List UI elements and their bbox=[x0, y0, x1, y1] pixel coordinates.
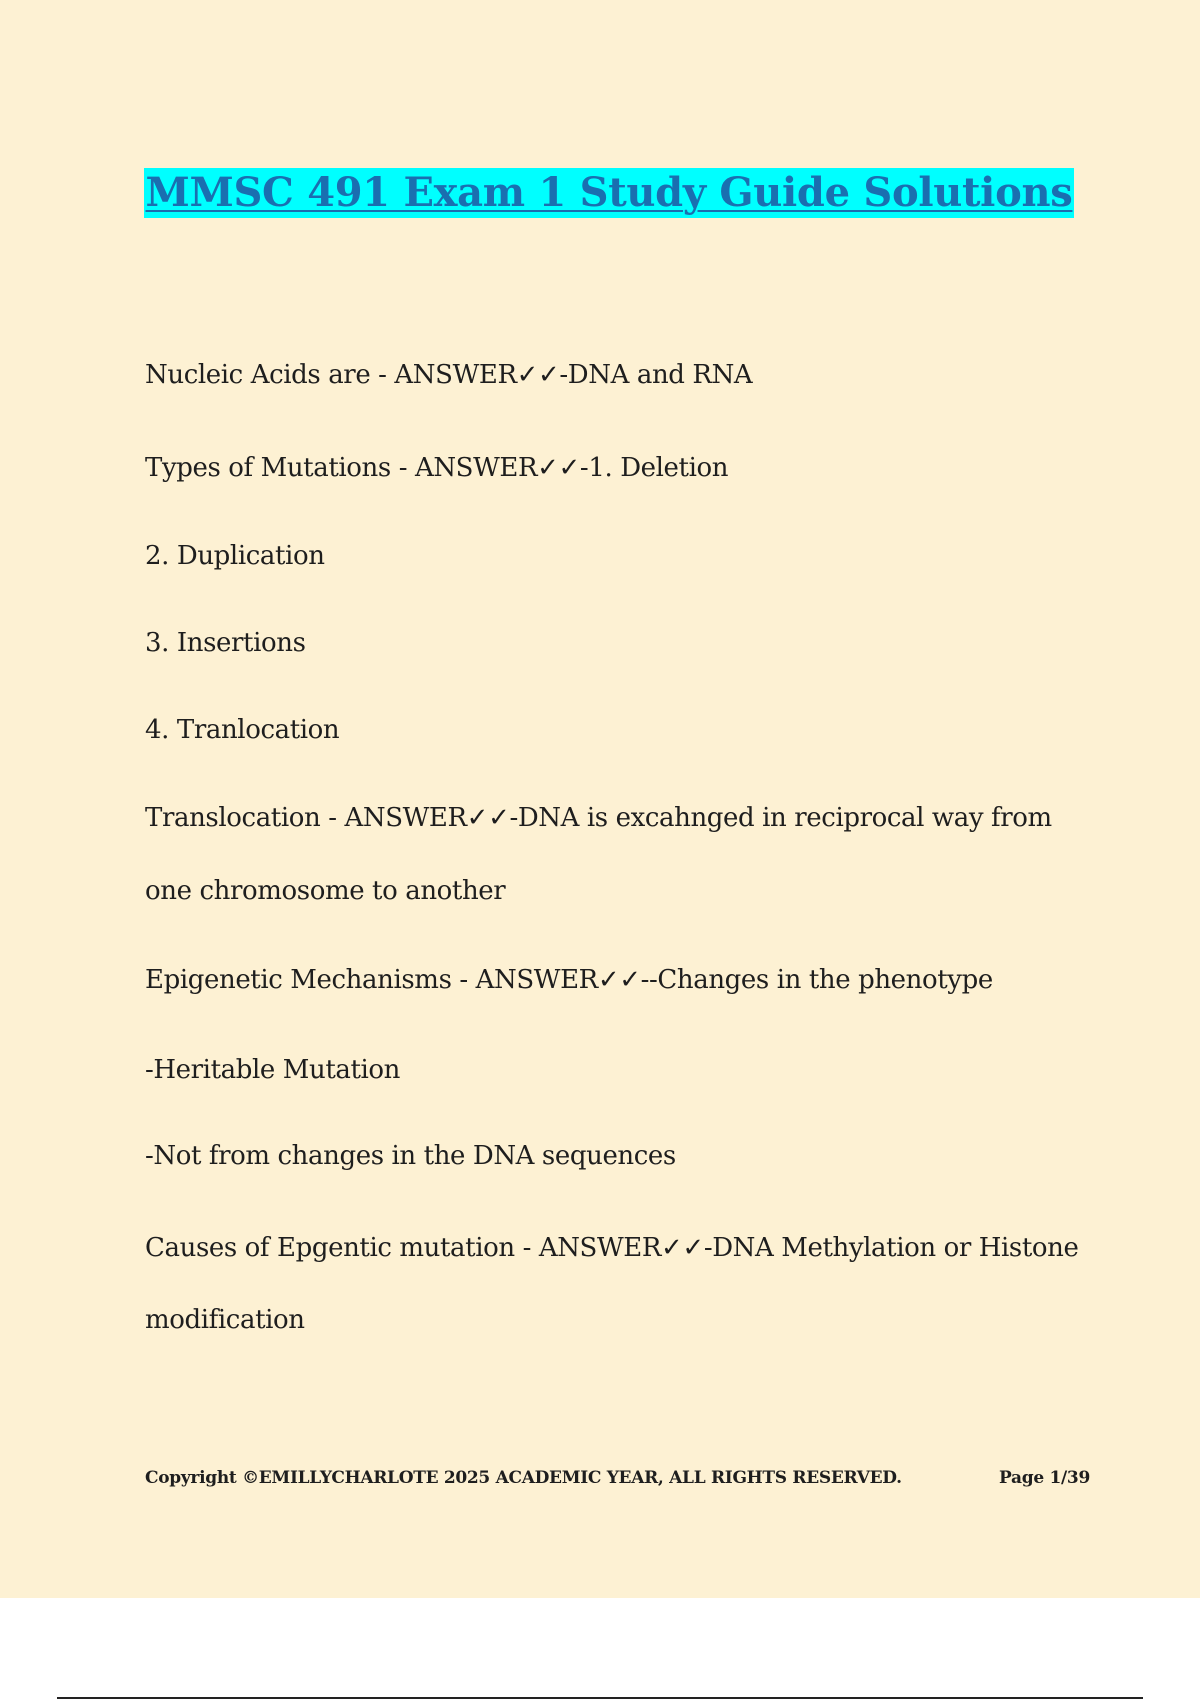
document-title: MMSC 491 Exam 1 Study Guide Solutions bbox=[145, 169, 1073, 216]
text-line-translocation-cont: one chromosome to another bbox=[145, 876, 506, 906]
title-container bbox=[0, 168, 1200, 218]
page-number: Page 1/39 bbox=[999, 1468, 1090, 1488]
copyright-notice: Copyright ©EMILLYCHARLOTE 2025 ACADEMIC YEAR, ALL RIGHTS RESERVED. bbox=[145, 1468, 902, 1488]
text-line-epigenetic-mechanisms: Epigenetic Mechanisms - ANSWER✓✓--Changes in the phenotype bbox=[145, 965, 993, 995]
text-line-insertions: 3. Insertions bbox=[145, 628, 306, 658]
text-line-causes-of-epigenetic: Causes of Epgentic mutation - ANSWER✓✓-DNA Methylation or Histone bbox=[145, 1233, 1079, 1263]
text-line-heritable-mutation: -Heritable Mutation bbox=[145, 1055, 401, 1085]
text-line-tranlocation: 4. Tranlocation bbox=[145, 715, 340, 745]
bottom-divider bbox=[57, 1697, 1143, 1699]
text-line-duplication: 2. Duplication bbox=[145, 541, 325, 571]
text-line-types-of-mutations: Types of Mutations - ANSWER✓✓-1. Deletion bbox=[145, 453, 729, 483]
text-line-not-from-dna: -Not from changes in the DNA sequences bbox=[145, 1141, 676, 1171]
text-line-modification: modification bbox=[145, 1305, 305, 1335]
text-line-nucleic-acids: Nucleic Acids are - ANSWER✓✓-DNA and RNA bbox=[145, 360, 753, 390]
text-line-translocation: Translocation - ANSWER✓✓-DNA is excahnged in reciprocal way from bbox=[145, 803, 1052, 833]
